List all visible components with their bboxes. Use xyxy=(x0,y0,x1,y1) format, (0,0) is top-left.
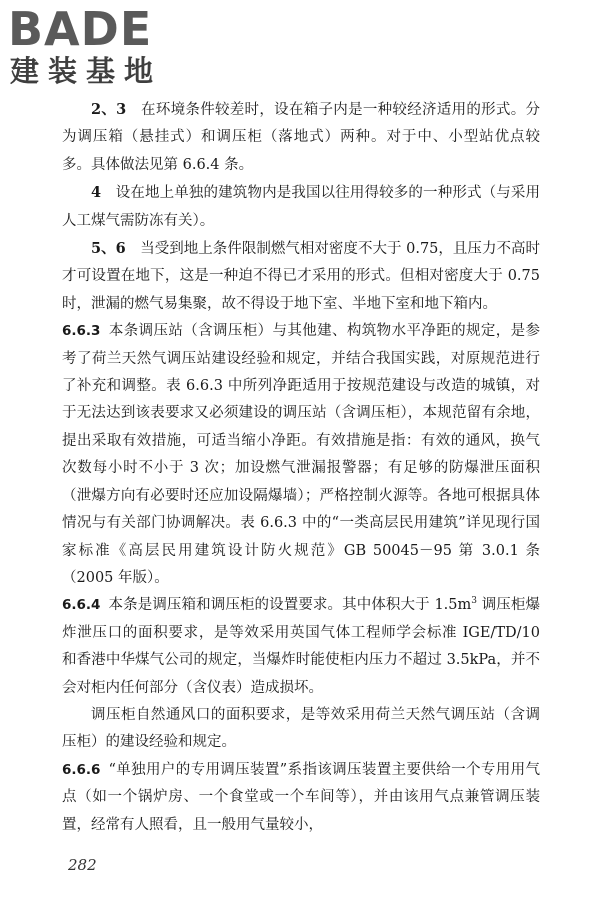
paragraph-item-4 xyxy=(62,179,540,235)
clause-text: 本条调压站（含调压柜）与其他建、构筑物水平净距的规定，是参考了荷兰天然气调压站建设经验和规定，并结合我国实践，对原规范进行了补充和调整。表 6.6.3 中所列净距适用于按规范建设与改造的城镇，对于无法达到该表要求又必须建设的调压站（含调压柜），本规范留有余地，提出采取有效措施，可适当缩小净距。有效措施是指：有效的通风，换气次数每小时不小于 3 次；加设燃气泄漏报警器；有足够的防爆泄压面积（泄爆方向有必要时还应加设隔爆墙）；严格控制火源等。各地可根据具体情况与有关部门协调解决。表 6.6.3 中的“一类高层民用建筑”详见现行国家标准《高层民用建筑设计防火规范》GB 50045－95 第 3.0.1 条（2005 年版）。 xyxy=(62,323,540,586)
paragraph-text: 调压柜自然通风口的面积要求，是等效采用荷兰天然气调压站（含调压柜）的建设经验和规定。 xyxy=(62,706,540,751)
clause-text: “单独用户的专用调压装置”系指该调压装置主要供给一个专用用气点（如一个锅炉房、一个食堂或一个车间等），并由该用气点兼管调压装置，经常有人照看，且一般用气量较小， xyxy=(62,761,540,833)
clause-6-6-6 xyxy=(62,757,540,839)
clause-text-part1: 本条是调压箱和调压柜的设置要求。其中体积大于 1.5m xyxy=(108,597,472,614)
item-text: 在环境条件较差时，设在箱子内是一种较经济适用的形式。分为调压箱（悬挂式）和调压柜（落地式）两种。对于中、小型站优点较多。具体做法见第 6.6.4 条。 xyxy=(62,102,541,173)
document-body xyxy=(62,96,540,839)
clause-text-part2: 调压柜爆炸泄压口的面积要求，是等效采用英国气体工程师学会标准 IGE/TD/10 和香港中华煤气公司的规定，当爆炸时能使柜内压力不超过 3.5kPa，并不会对柜内任何部分（含仪表）造成损坏。 xyxy=(62,597,541,696)
item-text: 设在地上单独的建筑物内是我国以往用得较多的一种形式（与采用人工煤气需防冻有关）。 xyxy=(62,185,540,229)
item-label: 4 xyxy=(91,184,102,202)
paragraph-item-5-6 xyxy=(62,235,540,318)
clause-number: 6.6.3 xyxy=(62,323,101,340)
clause-6-6-3 xyxy=(62,318,540,592)
clause-6-6-4 xyxy=(62,592,540,702)
item-label: 5、6 xyxy=(91,240,126,258)
clause-number: 6.6.4 xyxy=(62,597,101,614)
item-text: 当受到地上条件限制燃气相对密度不大于 0.75，且压力不高时才可设置在地下，这是一种迫不得已才采用的形式。但相对密度大于 0.75 时，泄漏的燃气易集聚，故不得设于地下室、半地下室和地下箱内。 xyxy=(62,241,540,312)
logo xyxy=(8,4,162,88)
clause-number: 6.6.6 xyxy=(62,761,101,778)
paragraph-vent xyxy=(62,702,540,757)
logo-subtitle: 建装基地 xyxy=(10,54,163,88)
logo-wordmark: BADE xyxy=(8,2,153,56)
page-number: 282 xyxy=(68,856,97,874)
superscript: 3 xyxy=(471,596,477,607)
paragraph-item-2-3 xyxy=(62,96,540,179)
item-label: 2、3 xyxy=(91,101,127,118)
